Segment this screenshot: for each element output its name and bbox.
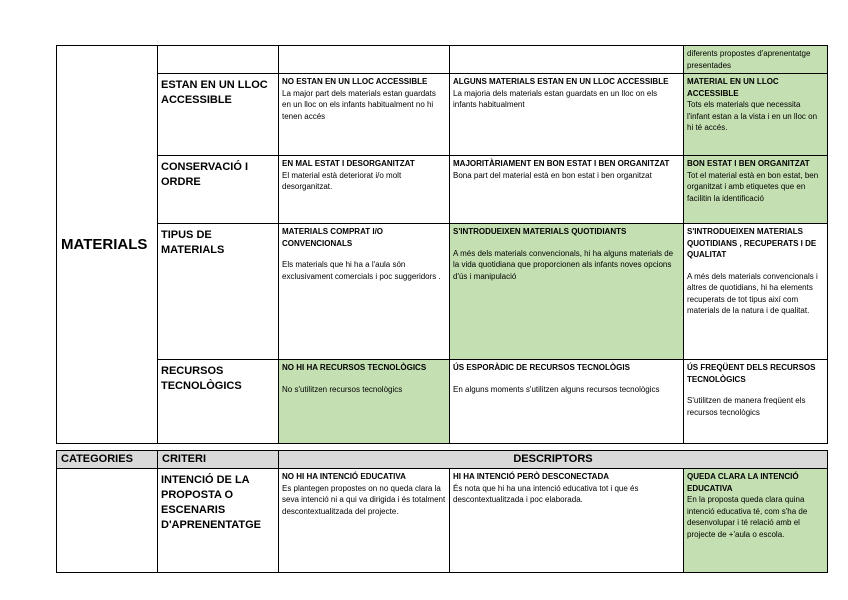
descriptor-text: S'utilitzen de manera freqüent els recursos tecnològics [687,396,806,417]
descriptor-title: S'INTRODUEIXEN MATERIALS QUOTIDIANS , RECUPERATS I DE QUALITAT [687,227,817,259]
criterion-conservacio: CONSERVACIÓ I ORDRE [158,156,279,224]
table-spacer [57,444,828,451]
descriptor-title: NO HI HA RECURSOS TECNOLÒGICS [282,363,427,372]
descriptor-title: QUEDA CLARA LA INTENCIÓ EDUCATIVA [687,472,799,493]
descriptor-title: MATERIAL EN UN LLOC ACCESSIBLE [687,77,779,98]
rubric-table [56,45,828,573]
descriptor-cell [684,224,828,360]
descriptor-title: NO HI HA INTENCIÓ EDUCATIVA [282,472,406,481]
table-row [57,224,828,360]
descriptor-title: HI HA INTENCIÓ PERÒ DESCONECTADA [453,472,610,481]
descriptor-cell: diferents propostes d'aprenentatge presentades [684,46,828,74]
descriptor-cell [684,156,828,224]
descriptor-cell [279,469,450,573]
descriptor-title: ALGUNS MATERIALS ESTAN EN UN LLOC ACCESSIBLE [453,77,669,86]
descriptor-text: És nota que hi ha una intenció educativa tot i que és descontextualitzada i poc elaborada. [453,483,639,504]
descriptor-cell [450,156,684,224]
header-descriptors: DESCRIPTORS [279,451,828,469]
descriptor-title: MATERIALS COMPRAT I/O CONVENCIONALS [282,227,384,248]
descriptor-text: En alguns moments s'utilitzen alguns recursos tecnològics [453,384,660,394]
descriptor-cell-empty [450,46,684,74]
criterion-accessible: ESTAN EN UN LLOC ACCESSIBLE [158,74,279,156]
descriptor-text: En la proposta queda clara quina intenció educativa té, com s'ha de desenvolupar i té relació amb el projecte de +'aula o escola. [687,495,808,539]
descriptor-text: Bona part del material està en bon estat i ben organitzat [453,170,652,180]
table-row [57,74,828,156]
table-header [57,451,828,469]
descriptor-text: Tot el material està en bon estat, ben organitzat i amb etiquetes que en facilitin la identificació [687,170,819,203]
descriptor-text: La majoria dels materials estan guardats en un lloc on els infants habitualment [453,88,658,109]
descriptor-title: BON ESTAT I BEN ORGANITZAT [687,159,810,168]
descriptor-cell [684,360,828,444]
descriptor-title: S'INTRODUEIXEN MATERIALS QUOTIDIANTS [453,227,627,236]
criterion-intencio: INTENCIÓ DE LA PROPOSTA O ESCENARIS D'APRENENTATGE [158,469,279,573]
descriptor-text: Els materials que hi ha a l'aula són exclusivament comercials i poc suggeridors . [282,260,441,281]
descriptor-text: A més dels materials convencionals, hi ha alguns materials de la vida quotidiana que proporcionen als infants noves opcions d'ús i manipulació [453,248,674,281]
descriptor-title: EN MAL ESTAT I DESORGANITZAT [282,159,415,168]
descriptor-cell [279,156,450,224]
criterion-recursos: RECURSOS TECNOLÒGICS [158,360,279,444]
descriptor-cell-empty [279,46,450,74]
descriptor-cell [450,469,684,573]
category-materials: MATERIALS [57,46,158,444]
descriptor-text: A més dels materials convencionals i altres de quotidians, hi ha elements recuperats de tot tipus així com materials de la natura i de qualitat. [687,271,818,315]
criterion-tipus: TIPUS DE MATERIALS [158,224,279,360]
descriptor-cell [450,224,684,360]
criterion-cell-empty [158,46,279,74]
descriptor-cell [279,360,450,444]
descriptor-cell [279,74,450,156]
header-criteri: CRITERI [158,451,279,469]
table-row [57,360,828,444]
descriptor-text: Es plantegen propostes on no queda clara la seva intenció ni a qui va dirigida i és totalment descontextualitzada del projecte. [282,483,446,516]
descriptor-cell [450,74,684,156]
table-row [57,156,828,224]
descriptor-title: ÚS ESPORÀDIC DE RECURSOS TECNOLÒGIS [453,363,630,372]
descriptor-text: Tots els materials que necessita l'infant estan a la vista i en un lloc on hi té accés. [687,100,818,132]
table-row [57,46,828,74]
descriptor-text: El material està deteriorat i/o molt desorganitzat. [282,170,402,191]
descriptor-cell [450,360,684,444]
descriptor-cell [279,224,450,360]
header-categories: CATEGORIES [57,451,158,469]
descriptor-text: No s'utilitzen recursos tecnològics [282,384,403,394]
descriptor-cell [684,74,828,156]
descriptor-cell [684,469,828,573]
category-cell-empty [57,469,158,573]
descriptor-text: La major part dels materials estan guardats en un lloc on els infants habitualment no hi tenen accés [282,88,436,121]
descriptor-title: ÚS FREQÜENT DELS RECURSOS TECNOLÒGICS [687,363,816,384]
descriptor-title: NO ESTAN EN UN LLOC ACCESSIBLE [282,77,428,86]
descriptor-title: MAJORITÀRIAMENT EN BON ESTAT I BEN ORGANITZAT [453,159,670,168]
table-row [57,469,828,573]
